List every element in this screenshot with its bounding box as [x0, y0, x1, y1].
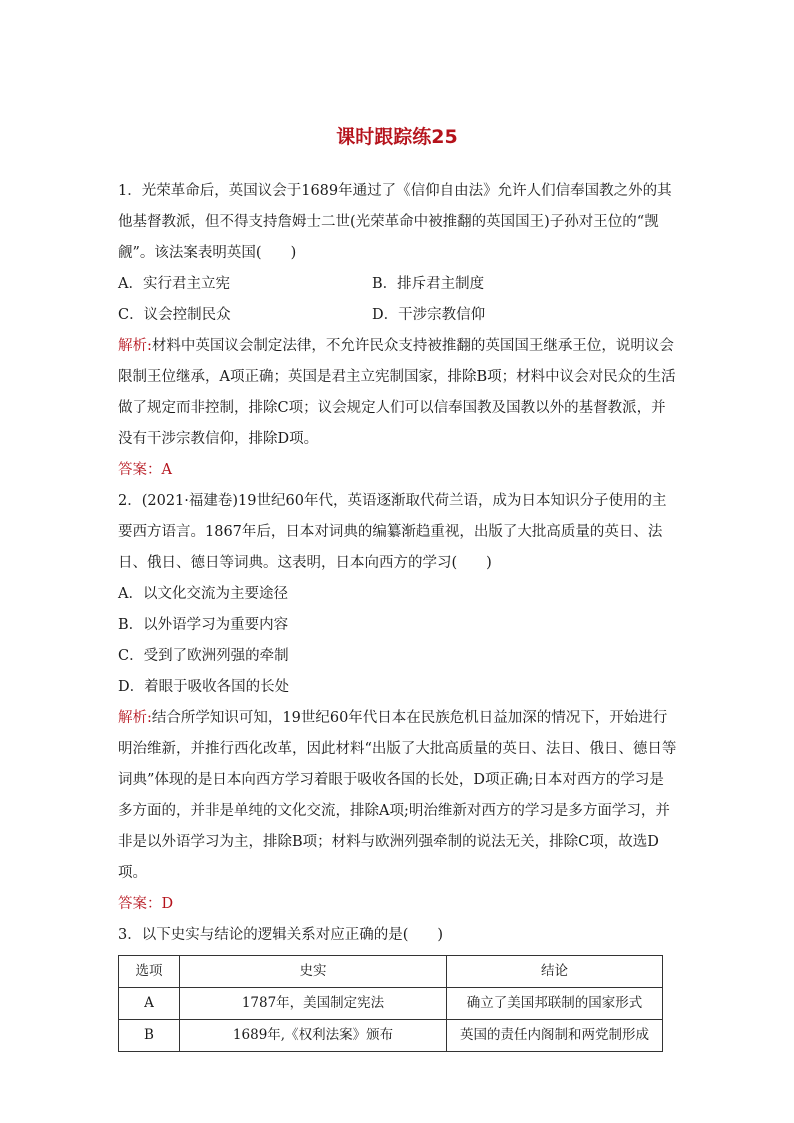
table-row — [119, 988, 663, 1020]
question-1-option-b: B．排斥君主制度 — [372, 276, 485, 292]
analysis-label: 解析: — [118, 710, 152, 726]
question-1-analysis — [118, 331, 678, 455]
question-2-analysis — [118, 703, 678, 889]
analysis-label: 解析: — [118, 338, 152, 354]
question-2-option-d: D．着眼于吸收各国的长处 — [118, 679, 290, 695]
question-1-answer — [118, 455, 678, 486]
table-cell: A — [119, 988, 180, 1020]
table-cell: 1787年，美国制定宪法 — [180, 988, 447, 1020]
table-row — [119, 1020, 663, 1052]
table-header-row — [119, 956, 663, 988]
answer-value: A — [161, 462, 172, 478]
analysis-text: 结合所学知识可知，19世纪60年代日本在民族危机日益加深的情况下，开始进行明治维新，并推行西化改革，因此材料“出版了大批高质量的英日、法日、俄日、德日等词典”体现的是日本向西方学习着眼于吸收各国的长处，D项正确;日本对西方的学习是多方面的，并非是单纯的文化交流，排除A项;明治维新对西方的学习是多方面学习，并非是以外语学习为主，排除B项；材料与欧洲列强牵制的说法无关，排除C项，故选D项。 — [118, 710, 677, 881]
answer-label: 答案： — [118, 462, 162, 478]
page-title: 课时跟踪练25 — [336, 126, 458, 148]
question-1-options-row-1 — [118, 269, 678, 300]
table-cell: 英国的责任内阁制和两党制形成 — [447, 1020, 663, 1052]
analysis-text: 材料中英国议会制定法律，不允许民众支持被推翻的英国国王继承王位，说明议会限制王位继承，A项正确；英国是君主立宪制国家，排除B项；材料中议会对民众的生活做了规定而非控制，排除C项；议会规定人们可以信奉国教及国教以外的基督教派，并没有干涉宗教信仰，排除D项。 — [118, 338, 676, 447]
question-1-option-d: D．干涉宗教信仰 — [372, 307, 486, 323]
question-1-options-row-2 — [118, 300, 678, 331]
answer-value: D — [161, 896, 174, 912]
table-header-cell: 结论 — [447, 956, 663, 988]
question-2-option-a: A．以文化交流为主要途径 — [118, 586, 288, 602]
question-3-table — [118, 955, 663, 1052]
question-1-option-a: A．实行君主立宪 — [118, 276, 230, 292]
table-cell: 确立了美国邦联制的国家形式 — [447, 988, 663, 1020]
table-cell: B — [119, 1020, 180, 1052]
table-cell: 1689年,《权利法案》颁布 — [180, 1020, 447, 1052]
table-header-cell: 史实 — [180, 956, 447, 988]
question-2-option-c: C．受到了欧洲列强的牵制 — [118, 648, 289, 664]
document-body — [118, 176, 678, 1052]
answer-label: 答案： — [118, 896, 162, 912]
table-header-cell: 选项 — [119, 956, 180, 988]
question-2-stem: 2．(2021·福建卷)19世纪60年代，英语逐渐取代荷兰语，成为日本知识分子使用的主要西方语言。1867年后，日本对词典的编纂渐趋重视，出版了大批高质量的英日、法日、俄日、德日等词典。这表明，日本向西方的学习( ) — [118, 493, 667, 571]
question-2-answer — [118, 889, 678, 920]
question-2-option-b: B．以外语学习为重要内容 — [118, 617, 289, 633]
question-1-option-c: C．议会控制民众 — [118, 307, 231, 323]
question-3-stem: 3．以下史实与结论的逻辑关系对应正确的是( ) — [118, 927, 444, 943]
question-1-stem: 1．光荣革命后，英国议会于1689年通过了《信仰自由法》允许人们信奉国教之外的其他基督教派，但不得支持詹姆士二世(光荣革命中被推翻的英国国王)子孙对王位的“觊觎”。该法案表明英国( ) — [118, 183, 672, 261]
